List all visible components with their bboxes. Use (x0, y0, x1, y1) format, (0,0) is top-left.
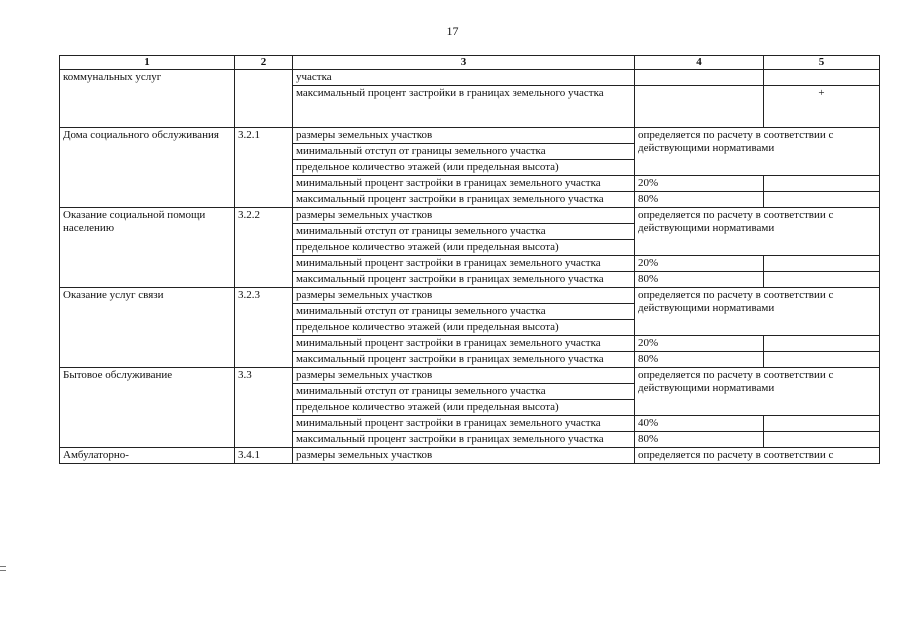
rule-cell: определяется по расчету в соответствии с действующими нормативами (635, 368, 880, 416)
scan-edge-mark (0, 570, 6, 571)
max-value-cell: 80% (635, 192, 764, 208)
value-cell (635, 86, 764, 128)
min-value-cell: 20% (635, 336, 764, 352)
table-row (60, 288, 880, 304)
table-row (60, 70, 880, 86)
use-name-cell: Оказание услуг связи (60, 288, 235, 368)
use-name-cell: Бытовое обслуживание (60, 368, 235, 448)
max-value-cell: 80% (635, 272, 764, 288)
param-cell: минимальный процент застройки в границах земельного участка (293, 416, 635, 432)
mark-cell (764, 256, 880, 272)
header-col-3: 3 (293, 56, 635, 70)
min-value-cell: 20% (635, 176, 764, 192)
header-col-2: 2 (235, 56, 293, 70)
table-row (60, 208, 880, 224)
use-name-cell: Оказание социальной помощи населению (60, 208, 235, 288)
rule-cell: определяется по расчету в соответствии с действующими нормативами (635, 288, 880, 336)
table-row (60, 448, 880, 464)
param-cell: размеры земельных участков (293, 448, 635, 464)
param-cell: минимальный процент застройки в границах земельного участка (293, 336, 635, 352)
mark-cell (764, 336, 880, 352)
table-row (60, 368, 880, 384)
table-row (60, 128, 880, 144)
mark-cell (764, 416, 880, 432)
land-use-parameters-table (59, 55, 880, 464)
param-cell: размеры земельных участков (293, 208, 635, 224)
value-cell (635, 70, 764, 86)
param-cell: минимальный процент застройки в границах земельного участка (293, 256, 635, 272)
header-col-1: 1 (60, 56, 235, 70)
rule-cell: определяется по расчету в соответствии с действующими нормативами (635, 128, 880, 176)
mark-cell (764, 70, 880, 86)
page-number: 17 (446, 24, 459, 38)
use-code-cell: 3.4.1 (235, 448, 293, 464)
use-code-cell: 3.2.2 (235, 208, 293, 288)
min-value-cell: 40% (635, 416, 764, 432)
mark-cell: + (764, 86, 880, 128)
min-value-cell: 20% (635, 256, 764, 272)
use-code-cell: 3.3 (235, 368, 293, 448)
param-cell: минимальный процент застройки в границах земельного участка (293, 176, 635, 192)
scan-edge-mark (0, 566, 6, 567)
param-cell: минимальный отступ от границы земельного участка (293, 224, 635, 240)
param-cell: размеры земельных участков (293, 368, 635, 384)
mark-cell (764, 192, 880, 208)
use-code-cell: 3.2.1 (235, 128, 293, 208)
param-cell: максимальный процент застройки в границах земельного участка (293, 86, 635, 128)
param-cell: размеры земельных участков (293, 288, 635, 304)
param-cell: предельное количество этажей (или предельная высота) (293, 400, 635, 416)
max-value-cell: 80% (635, 352, 764, 368)
mark-cell (764, 272, 880, 288)
header-col-4: 4 (635, 56, 764, 70)
header-col-5: 5 (764, 56, 880, 70)
mark-cell (764, 176, 880, 192)
param-cell: максимальный процент застройки в границах земельного участка (293, 432, 635, 448)
use-name-cell: Дома социального обслуживания (60, 128, 235, 208)
use-code-cell: 3.2.3 (235, 288, 293, 368)
param-cell: максимальный процент застройки в границах земельного участка (293, 272, 635, 288)
param-cell: предельное количество этажей (или предельная высота) (293, 240, 635, 256)
param-cell: максимальный процент застройки в границах земельного участка (293, 352, 635, 368)
param-cell: минимальный отступ от границы земельного участка (293, 304, 635, 320)
param-cell: предельное количество этажей (или предельная высота) (293, 160, 635, 176)
max-value-cell: 80% (635, 432, 764, 448)
rule-cell: определяется по расчету в соответствии с действующими нормативами (635, 208, 880, 256)
rule-cell: определяется по расчету в соответствии с (635, 448, 880, 464)
mark-cell (764, 432, 880, 448)
param-cell: участка (293, 70, 635, 86)
param-cell: максимальный процент застройки в границах земельного участка (293, 192, 635, 208)
param-cell: минимальный отступ от границы земельного участка (293, 144, 635, 160)
mark-cell (764, 352, 880, 368)
use-name-cell: коммунальных услуг (60, 70, 235, 128)
table-header-row (60, 56, 880, 70)
param-cell: минимальный отступ от границы земельного участка (293, 384, 635, 400)
use-name-cell: Амбулаторно- (60, 448, 235, 464)
use-code-cell (235, 70, 293, 128)
param-cell: размеры земельных участков (293, 128, 635, 144)
param-cell: предельное количество этажей (или предельная высота) (293, 320, 635, 336)
